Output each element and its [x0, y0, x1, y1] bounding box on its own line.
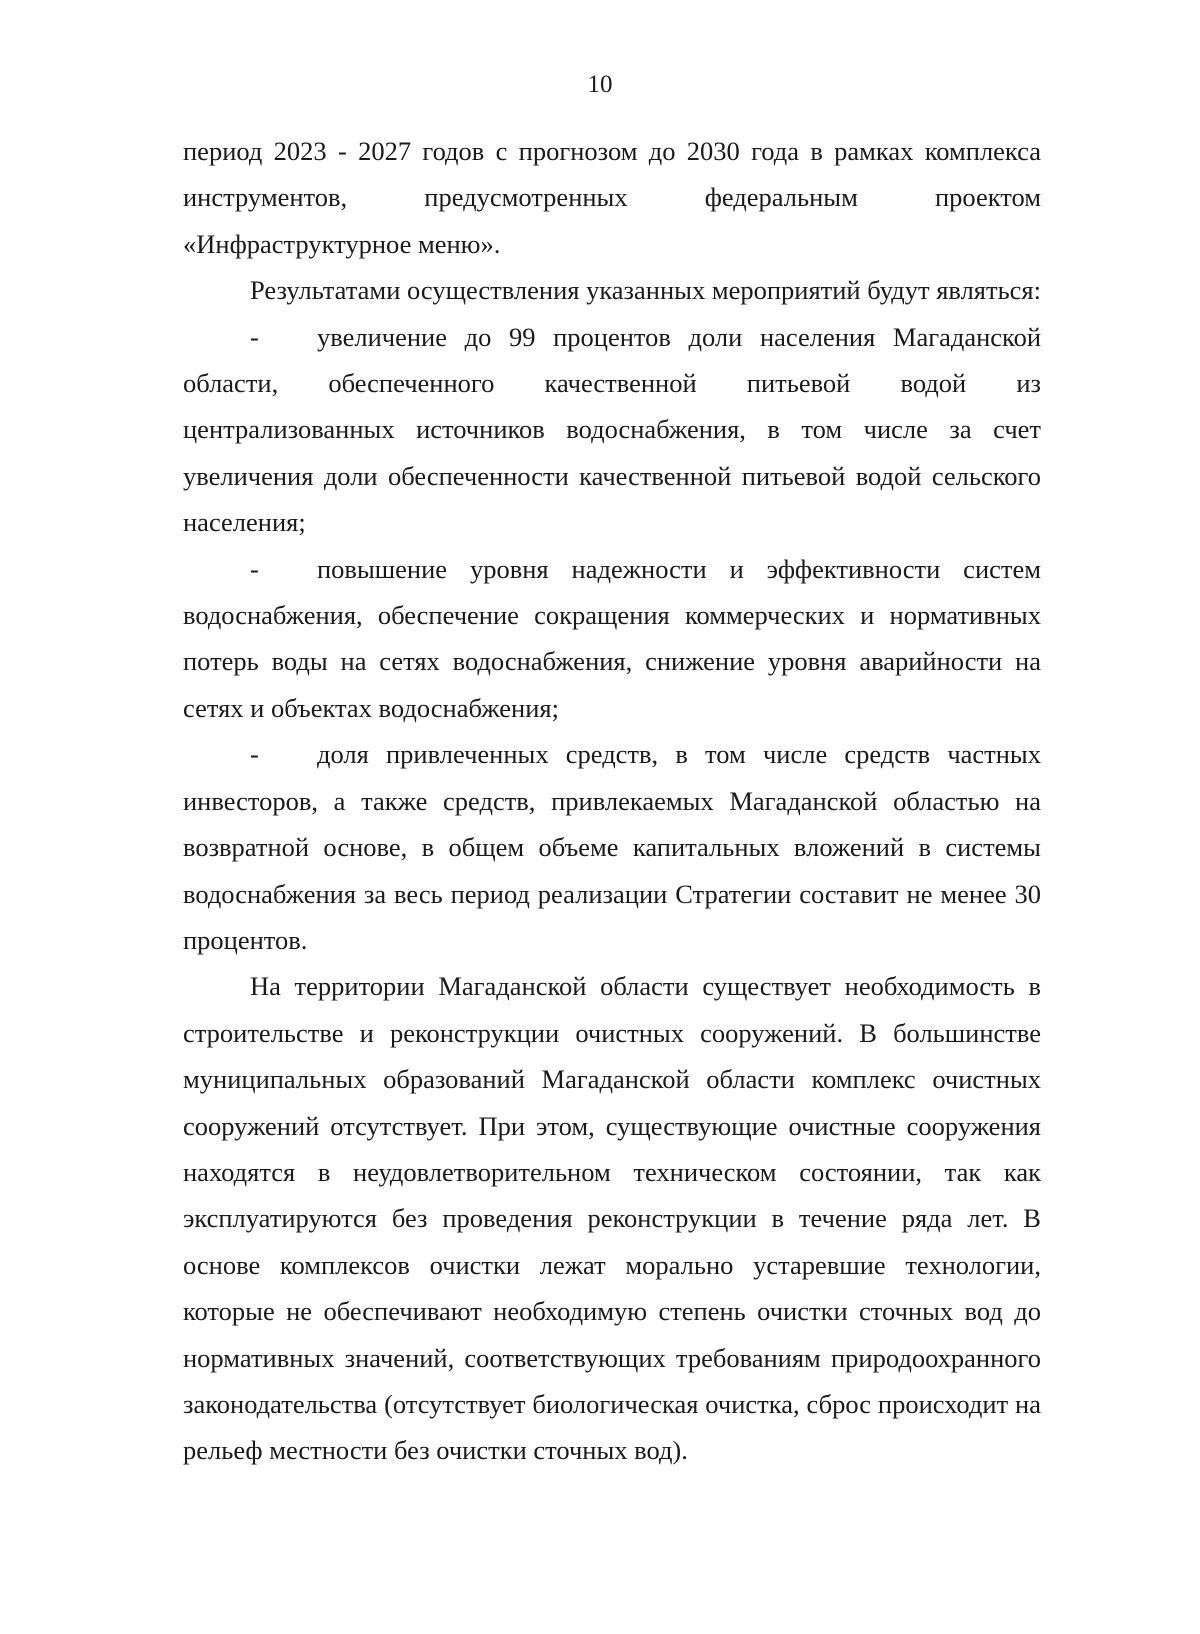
- paragraph-results-intro: Результатами осуществления указанных мероприятий будут являться:: [250, 275, 1041, 306]
- list-item: [183, 314, 1041, 546]
- page-number: 10: [587, 71, 613, 98]
- list-bullet: -: [250, 553, 259, 584]
- list-bullet: -: [250, 739, 259, 770]
- list-item: [183, 731, 1041, 963]
- list-bullet: -: [250, 321, 259, 352]
- list-item-text: доля привлеченных средств, в том числе средств частных инвесторов, а также средств, привлекаемых Магаданской областью на возвратной основе, в общем объеме капитальных вложений в системы водоснабжения за весь период реализации Стратегии составит не менее 30 процентов.: [183, 739, 1041, 955]
- document-body: [183, 128, 1041, 1474]
- paragraph-treatment-facilities: На территории Магаданской области существует необходимость в строительстве и реконструкции очистных сооружений. В большинстве муниципальных образований Магаданской области комплекс очистных сооружений отсутствует. При этом, существующие очистные сооружения находятся в неудовлетворительном техническом состоянии, так как эксплуатируются без проведения реконструкции в течение ряда лет. В основе комплексов очистки лежат морально устаревшие технологии, которые не обеспечивают необходимую степень очистки сточных вод до нормативных значений, соответствующих требованиям природоохранного законодательства (отсутствует биологическая очистка, сброс происходит на рельеф местности без очистки сточных вод).: [183, 971, 1041, 1466]
- list-item: [183, 546, 1041, 732]
- list-item-text: увеличение до 99 процентов доли населения Магаданской области, обеспеченного качественной питьевой водой из централизованных источников водоснабжения, в том числе за счет увеличения доли обеспеченности качественной питьевой водой сельского населения;: [183, 321, 1041, 538]
- list-item-text: повышение уровня надежности и эффективности систем водоснабжения, обеспечение сокращения коммерческих и нормативных потерь воды на сетях водоснабжения, снижение уровня аварийности на сетях и объектах водоснабжения;: [183, 553, 1041, 723]
- paragraph-continuation: период 2023 - 2027 годов с прогнозом до 2030 года в рамках комплекса инструментов, предусмотренных федеральным проектом «Инфраструктурное меню».: [183, 136, 1041, 259]
